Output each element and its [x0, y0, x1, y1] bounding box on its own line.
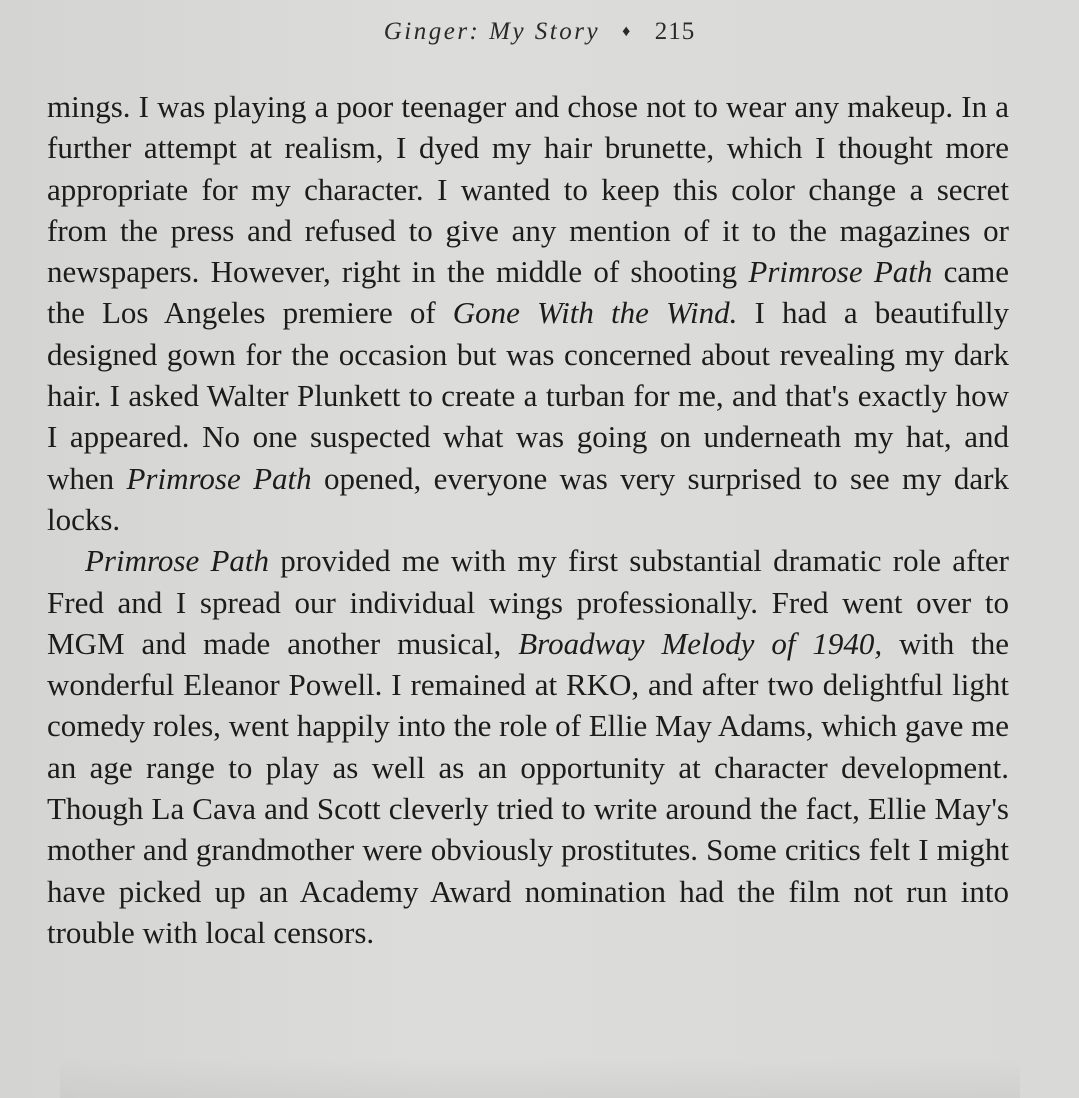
- film-title: Primrose Path: [85, 543, 270, 579]
- paragraph-2: [47, 540, 1009, 953]
- film-title: Primrose Path: [748, 254, 933, 290]
- bleed-through-shadow: [60, 1058, 1020, 1098]
- text-segment: came the Los Angeles premiere of: [47, 254, 1009, 331]
- diamond-separator-icon: ♦: [622, 23, 633, 40]
- text-segment: with the wonderful Eleanor Powell. I remained at RKO, and after two delightful light comedy roles, went happily into the role of Ellie May Adams, which gave me an age range to play as well as an opportunity at character development. Though La Cava and Scott cleverly tried to write around the fact, Ellie May's mother and grandmother were obviously prostitutes. Some critics felt I might have picked up an Academy Award nomination had the film not run into trouble with local censors.: [47, 625, 1009, 950]
- text-segment: I had a beautifully designed gown for the occasion but was concerned about revealing my dark hair. I asked Walter Plunkett to create a turban for me, and that's exactly how I appeared. No one suspected what was going on underneath my hat, and when: [47, 295, 1010, 496]
- film-title: Primrose Path: [126, 460, 312, 496]
- running-header: [0, 18, 1079, 46]
- text-segment: provided me with my first substantial dramatic role after Fred and I spread our individual wings professionally. Fred went over to MGM and made another musical,: [47, 543, 1009, 661]
- book-title: Ginger: My Story: [383, 18, 601, 45]
- page-number: 215: [654, 18, 696, 45]
- film-title: Broadway Melody of 1940,: [518, 625, 883, 661]
- paragraph-1: [47, 86, 1009, 540]
- text-segment: mings. I was playing a poor teenager and chose not to wear any makeup. In a further attempt at realism, I dyed my hair brunette, which I thought more appropriate for my character. I wanted to keep this color change a secret from the press and refused to give any mention of it to the magazines or newspapers. However, right in the middle of shooting: [47, 89, 1009, 290]
- film-title: Gone With the Wind.: [452, 295, 738, 331]
- body-text: [47, 86, 1009, 953]
- text-segment: opened, everyone was very surprised to see my dark locks.: [47, 460, 1009, 537]
